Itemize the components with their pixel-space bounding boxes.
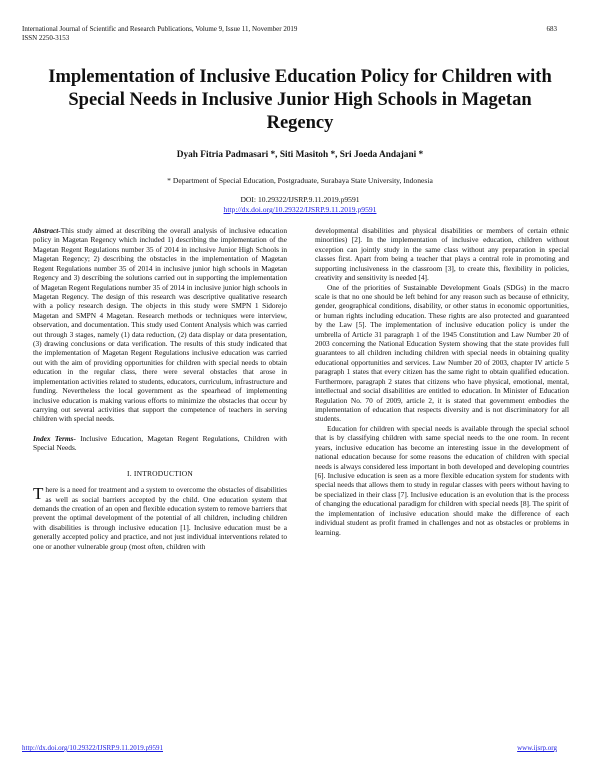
right-column xyxy=(315,226,569,537)
paper-title: Implementation of Inclusive Education Policy for Children with Special Needs in Inclusive Junior High Schools in Magetan Regency xyxy=(48,67,552,133)
intro-paragraph-1-continued: developmental disabilities and physical disabilities or members of certain ethnic minorities) [2]. In the implementation of inclusive education, children without exception can jointly study in the same class without any preparation in special classes first. Apart from being a teacher that plays a central role in promoting and supporting inclusiveness in the classroom [3], to create this, flexibility in policies, creativity and sensitivity is needed [4]. xyxy=(315,226,569,283)
journal-header xyxy=(22,25,422,43)
index-terms xyxy=(33,434,287,453)
abstract xyxy=(33,226,287,424)
footer-doi-link[interactable]: http://dx.doi.org/10.29322/IJSRP.9.11.2019.p9591 xyxy=(22,744,163,752)
doi-link[interactable]: http://dx.doi.org/10.29322/IJSRP.9.11.2019.p9591 xyxy=(223,205,377,214)
intro-paragraph-1 xyxy=(33,485,287,551)
footer-website xyxy=(517,744,557,752)
journal-name: International Journal of Scientific and Research Publications, Volume 9, Issue 11, November 2019 xyxy=(22,25,298,33)
doi-text: DOI: 10.29322/IJSRP.9.11.2019.p9591 xyxy=(240,195,360,204)
doi-block xyxy=(0,195,600,215)
left-column xyxy=(33,226,287,551)
section-heading-introduction: I. INTRODUCTION xyxy=(127,468,193,478)
abstract-text: This study aimed at describing the overall analysis of inclusive education policy in Magetan Regency which included 1) describing the implementation of the Magetan Regent Regulations number 35 of 2014 in inclusive Junior High Schools in Magetan Regency; 2) describing the obstacles in the implementation of Magetan Regent Regulations number 35 of 2014 in inclusive junior high schools in Magetan Regency and 3) describing the solutions carried out in supporting the implementation of Magetan Regent Regulations number 35 of 2014 in inclusive junior high schools in Magetan Regency. The design of this research was descriptive qualitative research with a policy research design. The objects in this study were SMPN 1 Sidorejo Magetan and SMPN 4 Magetan. Research methods or techniques were interview, observation, and documentation. This study used Content Analysis which was carried out through 3 stages, namely (1) data reduction, (2) data display or data presentation, (3) drawing conclusions or data verification. The results of this study indicated that the implementation of Magetan Regent Regulations inclusive education was carried out with the aim of providing opportunities for children with special needs to obtain education in the regular class, there were several obstacles that arose in implementation activities related to students, educators, curriculum, infrastructure and funding. Nevertheless the local government as the spearhead of implementing inclusive education is making various efforts to minimize the obstacles that occur by carrying out several activities that support the competence of teachers in serving children with special needs. xyxy=(33,226,287,424)
intro-paragraph-1-text: here is a need for treatment and a system to overcome the obstacles of disabilities as well as social barriers accepted by the child. One education system that demands the creation of an open and flexible education system to remove barriers that prevent the optimal development of the potential of all children, including children with disabilities is through inclusive education [1]. Inclusive education must be a generally accepted policy and practice, and not just individual interventions related to one or another vulnerable group (most often, children with xyxy=(33,485,287,551)
index-terms-text: Inclusive Education, Magetan Regent Regulations, Children with Special Needs. xyxy=(33,433,287,453)
affiliation: * Department of Special Education, Postgraduate, Surabaya State University, Indonesia xyxy=(167,176,433,185)
intro-paragraph-2: One of the priorities of Sustainable Development Goals (SDGs) in the macro scale is that no one should be left behind for any reason such as because of ethnicity, gender, geographical conditions, disability, or other status in economic opportunities, or human rights including education. These rights are also protected and guaranteed by the Law [5]. The implementation of inclusive education policy is under the umbrella of Article 31 paragraph 1 of the 1945 Constitution and Law Number 20 of 2003 concerning the National Education System showing that the state provides full guarantees to all children including children with special needs in obtaining quality educational opportunities and services. Law Number 20 of 2003, chapter IV article 5 paragraph 1 states that every citizen has the same right to obtain qualified education. Furthermore, paragraph 2 states that citizens who have physical, emotional, mental, intellectual and social disabilities are entitled to education. In Minister of Education Regulation No. 70 of 2009, article 2, it is stated that government embodies the implementation of education that respects diversity and is not discriminatory for all students. xyxy=(315,282,569,424)
footer-doi xyxy=(22,744,163,752)
issn: ISSN 2250-3153 xyxy=(22,34,70,42)
intro-paragraph-3: Education for children with special needs is available through the special school that is by classifying children with same special needs to the one room. In recent years, inclusive education has become an interesting issue in the development of national education because for some reasons the education of children with special needs is always considered less important in both developed and developing countries [6]. Inclusive education is seen as a more flexible education system for students with special needs that allows them to study in regular classes with peers without having to be specialized in their class [7]. Inclusive education is an evolution that is the process of changing the educational paradigm for children with special needs [8]. The spirit of the implementation of inclusive education should make the difference of each individual student as profit framed in challenges and not as obstacles or problems in learning. xyxy=(315,423,569,537)
index-terms-label: Index Terms- xyxy=(33,433,76,443)
footer-website-link[interactable]: www.ijsrp.org xyxy=(517,744,557,752)
drop-cap: T xyxy=(33,484,44,504)
page-number: 683 xyxy=(546,25,557,33)
authors: Dyah Fitria Padmasari *, Siti Masitoh *, Sri Joeda Andajani * xyxy=(176,150,424,160)
abstract-label: Abstract- xyxy=(33,226,61,235)
